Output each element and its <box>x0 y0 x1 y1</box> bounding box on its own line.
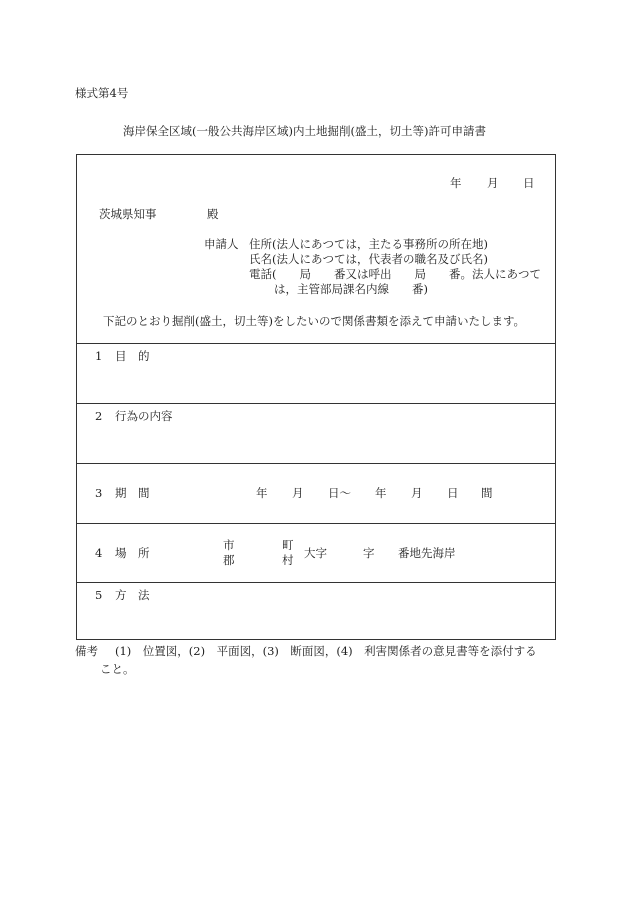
period-to-month: 月 <box>411 486 423 500</box>
location-lot: 番地先海岸 <box>398 546 456 560</box>
location-oaza: 大字 <box>304 546 327 560</box>
form-title: 海岸保全区域(一般公共海岸区域)内土地掘削(盛土，切土等)許可申請書 <box>123 124 486 138</box>
applicant-address: 住所(法人にあつては，主たる事務所の所在地) <box>249 237 488 251</box>
applicant-phone-line1: 電話( 局 番又は呼出 局 番。法人にあつて <box>249 267 541 281</box>
date-month-unit: 月 <box>487 176 499 190</box>
section-number: 5 <box>95 588 103 602</box>
period-to-day: 日 <box>447 486 459 500</box>
divider <box>77 463 555 464</box>
location-county: 郡 <box>223 553 235 567</box>
divider <box>77 343 555 344</box>
location-city: 市 <box>223 538 235 552</box>
location-town: 町 <box>282 538 294 552</box>
section-label: 行為の内容 <box>115 409 173 423</box>
divider <box>77 403 555 404</box>
divider <box>77 523 555 524</box>
section-label: 場 所 <box>115 546 150 560</box>
date-day-unit: 日 <box>523 176 535 190</box>
divider <box>77 582 555 583</box>
period-from-year: 年 <box>256 486 268 500</box>
section-label: 目 的 <box>115 349 150 363</box>
location-aza: 字 <box>363 546 375 560</box>
location-village: 村 <box>282 553 294 567</box>
application-statement: 下記のとおり掘削(盛土，切土等)をしたいので関係書類を添えて申請いたします。 <box>103 314 526 328</box>
period-from-month: 月 <box>292 486 304 500</box>
section-number: 1 <box>95 349 103 363</box>
remarks-line1: (1) 位置図，(2) 平面図，(3) 断面図，(4) 利害関係者の意見書等を添付する <box>115 644 537 658</box>
remarks-label: 備考 <box>75 644 98 658</box>
period-suffix: 間 <box>481 486 493 500</box>
section-label: 期 間 <box>115 486 150 500</box>
applicant-phone-line2: は，主管部局課名内線 番) <box>274 282 428 296</box>
section-label: 方 法 <box>115 588 150 602</box>
section-number: 3 <box>95 486 103 500</box>
addressee-honorific: 殿 <box>207 207 219 221</box>
remarks-line2: こと。 <box>100 662 135 676</box>
section-number: 2 <box>95 409 103 423</box>
period-from-day: 日～ <box>328 486 351 500</box>
addressee-name: 茨城県知事 <box>99 207 157 221</box>
section-number: 4 <box>95 546 103 560</box>
applicant-label: 申請人 <box>204 237 239 251</box>
form-table <box>76 154 556 640</box>
form-number: 様式第4号 <box>75 86 129 100</box>
applicant-name: 氏名(法人にあつては，代表者の職名及び氏名) <box>249 252 488 266</box>
date-year-unit: 年 <box>450 176 462 190</box>
period-to-year: 年 <box>375 486 387 500</box>
